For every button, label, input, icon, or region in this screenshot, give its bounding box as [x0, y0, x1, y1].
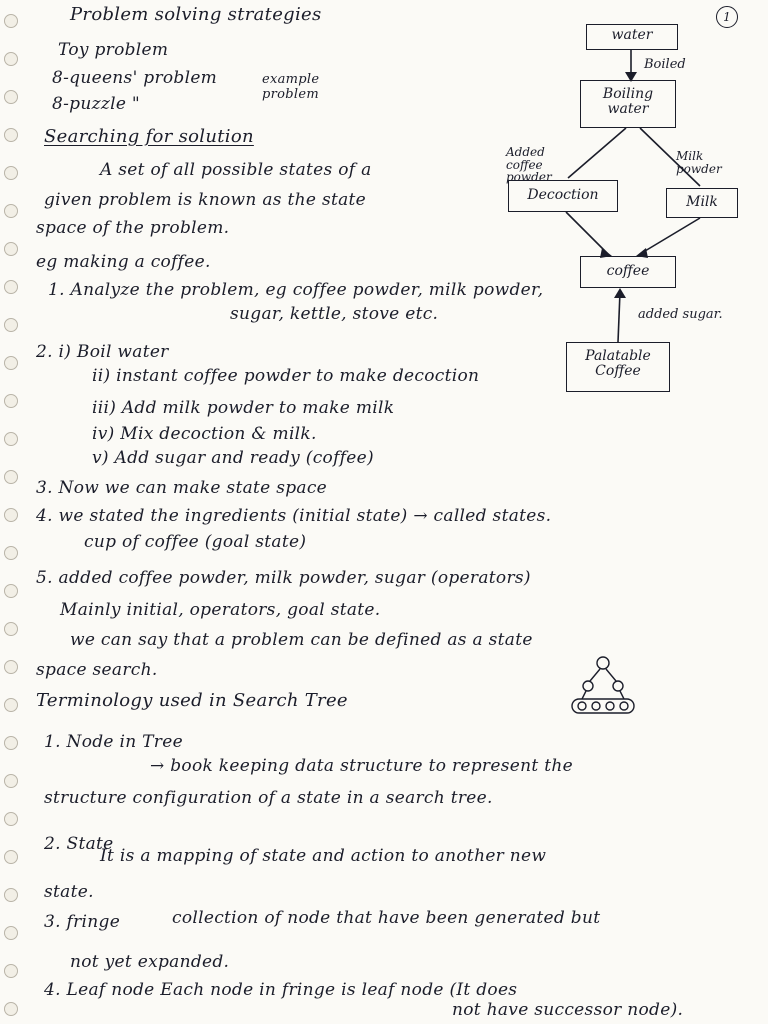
note-line: 4. we stated the ingredients (initial state) → called states.: [36, 506, 552, 526]
note-line: eg making a coffee.: [36, 252, 211, 272]
note-line: 5. added coffee powder, milk powder, sugar (operators): [36, 568, 531, 588]
note-line: we can say that a problem can be defined as a state: [70, 630, 533, 650]
note-line: 2. State: [44, 834, 114, 854]
search-tree-icon: [570, 655, 636, 717]
note-line: space search.: [36, 660, 158, 680]
note-line: 8-puzzle ": [52, 94, 141, 114]
note-line: given problem is known as the state: [44, 190, 367, 210]
note-line: not yet expanded.: [70, 952, 230, 972]
note-line: 4. Leaf node Each node in fringe is leaf node (It does: [44, 980, 518, 1000]
node-decoction: Decoction: [508, 180, 618, 212]
node-palatable-coffee: Palatable Coffee: [566, 342, 670, 392]
section-heading: Searching for solution: [44, 126, 254, 147]
note-line: Mainly initial, operators, goal state.: [60, 600, 381, 620]
note-line: 3. fringe: [44, 912, 121, 932]
edge-label-boiled: Boiled: [644, 57, 686, 72]
note-line: → book keeping data structure to represent the: [150, 756, 573, 776]
note-line: iv) Mix decoction & milk.: [92, 424, 317, 444]
note-line: collection of node that have been generated but: [172, 908, 601, 928]
note-line: v) Add sugar and ready (coffee): [92, 448, 374, 468]
note-line: 8-queens' problem: [52, 68, 218, 88]
note-line: A set of all possible states of a: [100, 160, 372, 180]
note-line: 1. Node in Tree: [44, 732, 183, 752]
note-line: example problem: [262, 72, 320, 102]
node-milk: Milk: [666, 188, 738, 218]
node-water: water: [586, 24, 678, 50]
note-line: structure configuration of a state in a search tree.: [44, 788, 493, 808]
note-line: 3. Now we can make state space: [36, 478, 328, 498]
note-line: Toy problem: [58, 40, 169, 60]
note-line: cup of coffee (goal state): [84, 532, 307, 552]
note-line: space of the problem.: [36, 218, 230, 238]
edge-label-added-coffee: Added coffee powder: [506, 145, 552, 185]
edge-label-milk-powder: Milk powder: [676, 149, 722, 176]
note-line: iii) Add milk powder to make milk: [92, 398, 395, 418]
page-number: 1: [716, 6, 738, 28]
page-title: Problem solving strategies: [70, 4, 322, 25]
edge-label-added-sugar: added sugar.: [638, 307, 723, 322]
note-line: not have successor node).: [452, 1000, 684, 1020]
note-line: ii) instant coffee powder to make decoction: [92, 366, 480, 386]
node-boiling-water: Boiling water: [580, 80, 676, 128]
section-heading: Terminology used in Search Tree: [36, 690, 348, 711]
note-line: sugar, kettle, stove etc.: [230, 304, 439, 324]
note-line: 1. Analyze the problem, eg coffee powder, milk powder,: [48, 280, 544, 300]
note-line: state.: [44, 882, 94, 902]
node-coffee: coffee: [580, 256, 676, 288]
note-line: It is a mapping of state and action to another new: [100, 846, 547, 866]
note-line: 2. i) Boil water: [36, 342, 169, 362]
